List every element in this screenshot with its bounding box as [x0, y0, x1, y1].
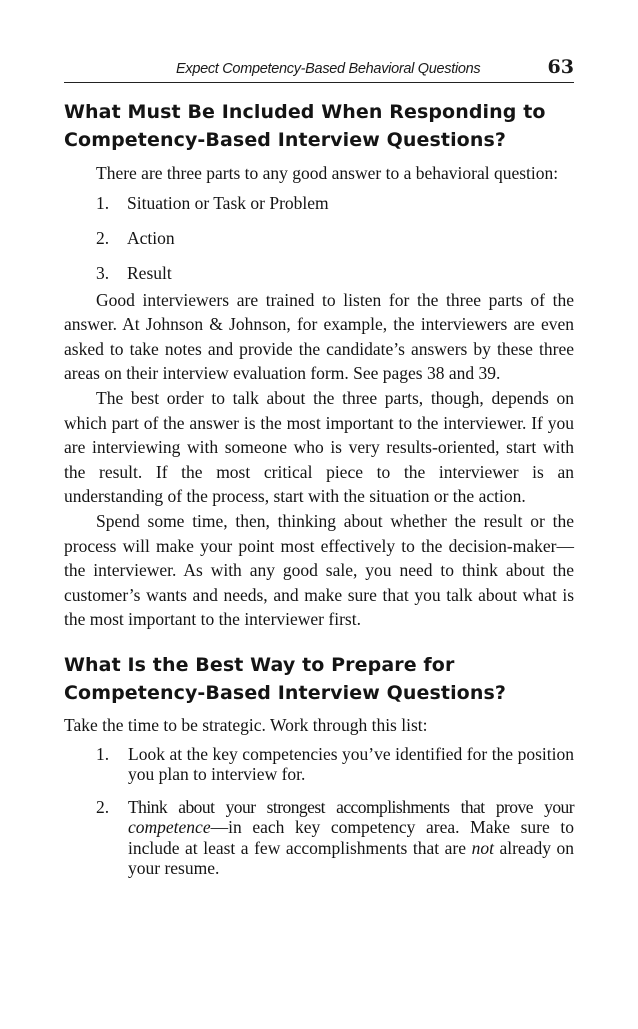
- running-title: Expect Competency-Based Behavioral Questions: [176, 61, 481, 77]
- list-text: —in each key competency area. Make sure to include at least a few accomplishments that are: [128, 817, 574, 858]
- heading-line: What Must Be Included When Responding to: [64, 101, 546, 123]
- body-paragraph: Spend some time, then, thinking about whether the result or the process will make your point most effectively to the decision-maker—the interviewer. As with any good sale, you need to think about the customer’s wants and needs, and make sure that you talk about what is the most important to the interviewer first.: [64, 510, 574, 630]
- list-text: Look at the key competencies you’ve identified for the position you plan to interview for.: [128, 743, 574, 784]
- list-text: Situation or Task or Problem: [127, 192, 329, 213]
- list-text: Think about your strongest accomplishments that prove your: [128, 796, 574, 817]
- emphasis: competence: [128, 817, 211, 837]
- list-item: [64, 744, 574, 785]
- emphasis: not: [471, 837, 494, 858]
- page-number: 63: [547, 56, 574, 78]
- intro-paragraph: There are three parts to any good answer to a behavioral question:: [96, 163, 559, 183]
- body-paragraph: Good interviewers are trained to listen for the three parts of the answer. At Johnson & Johnson, for example, the interviewers are even asked to take notes and provide the candidate’s answers by these three areas on their interview evaluation form. See pages 38 and 39.: [64, 289, 574, 384]
- list-number: 1.: [96, 192, 110, 213]
- answer-parts-list: [64, 191, 574, 285]
- list-item: [64, 191, 574, 215]
- list-text: already on your resume.: [128, 837, 574, 878]
- heading-line: Competency-Based Interview Questions?: [64, 129, 506, 151]
- list-number: 3.: [96, 262, 110, 283]
- body-paragraph: The best order to talk about the three parts, though, depends on which part of the answer is the most important to the interviewer. If you are interviewing with someone who is very results-oriented, start with the result. If the most critical piece to the interviewer is an understanding of the process, start with the situation or the action.: [64, 387, 574, 507]
- heading-line: What Is the Best Way to Prepare for: [64, 653, 455, 676]
- list-item: [64, 226, 574, 250]
- list-number: 2.: [96, 227, 110, 248]
- preparation-steps-list: [64, 744, 574, 879]
- list-item: [64, 797, 574, 879]
- running-header: [64, 56, 574, 83]
- heading-line: Competency-Based Interview Questions?: [64, 681, 506, 704]
- list-text: Action: [127, 227, 175, 248]
- section-heading-prepare: [64, 651, 574, 707]
- list-text: Result: [127, 262, 172, 283]
- intro-paragraph: Take the time to be strategic. Work through this list:: [64, 714, 428, 735]
- list-item: [64, 261, 574, 285]
- page-body: [64, 98, 574, 879]
- list-number: 2.: [96, 796, 110, 817]
- section-heading-responding: [64, 98, 574, 154]
- list-number: 1.: [96, 743, 110, 764]
